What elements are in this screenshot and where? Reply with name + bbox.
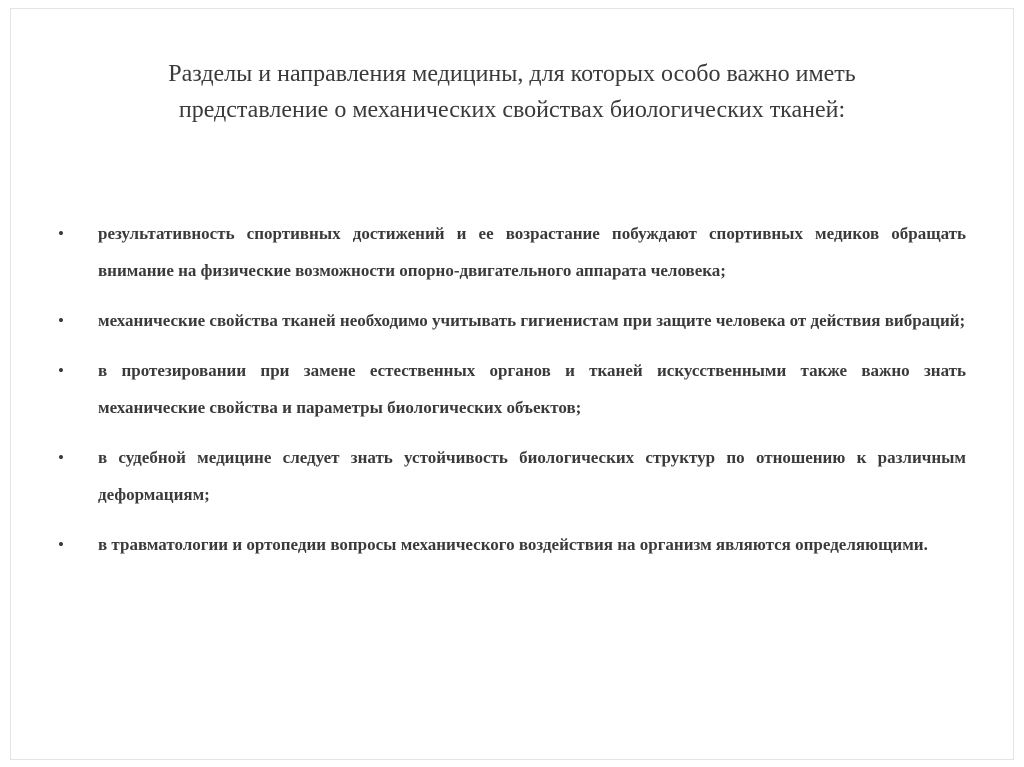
slide-title (70, 56, 954, 128)
bullet-text: в травматологии и ортопедии вопросы механического воздействия на организм являются определяющими. (98, 535, 928, 554)
title-line-1: Разделы и направления медицины, для которых особо важно иметь (168, 61, 856, 87)
bullet-text: результативность спортивных достижений и ее возрастание побуждают спортивных медиков обращать внимание на физические возможности опорно-двигательного аппарата человека; (98, 224, 966, 280)
bullet-item (58, 439, 966, 513)
title-line-2: представление о механических свойствах биологических тканей: (178, 97, 846, 123)
bullet-marker: • (58, 311, 64, 330)
bullet-item (58, 302, 966, 339)
bullet-marker: • (58, 361, 64, 380)
bullet-item (58, 526, 966, 563)
bullet-text: в протезировании при замене естественных органов и тканей искусственными также важно знать механические свойства и параметры биологических объектов; (98, 361, 966, 417)
bullet-marker: • (58, 535, 64, 554)
bullet-marker: • (58, 448, 64, 467)
bullet-marker: • (58, 224, 64, 243)
bullet-text: механические свойства тканей необходимо учитывать гигиенистам при защите человека от действия вибраций; (98, 311, 966, 330)
bullet-item (58, 215, 966, 289)
bullet-item (58, 352, 966, 426)
bullet-text: в судебной медицине следует знать устойчивость биологических структур по отношению к различным деформациям; (98, 448, 966, 504)
bullet-list (58, 215, 966, 576)
